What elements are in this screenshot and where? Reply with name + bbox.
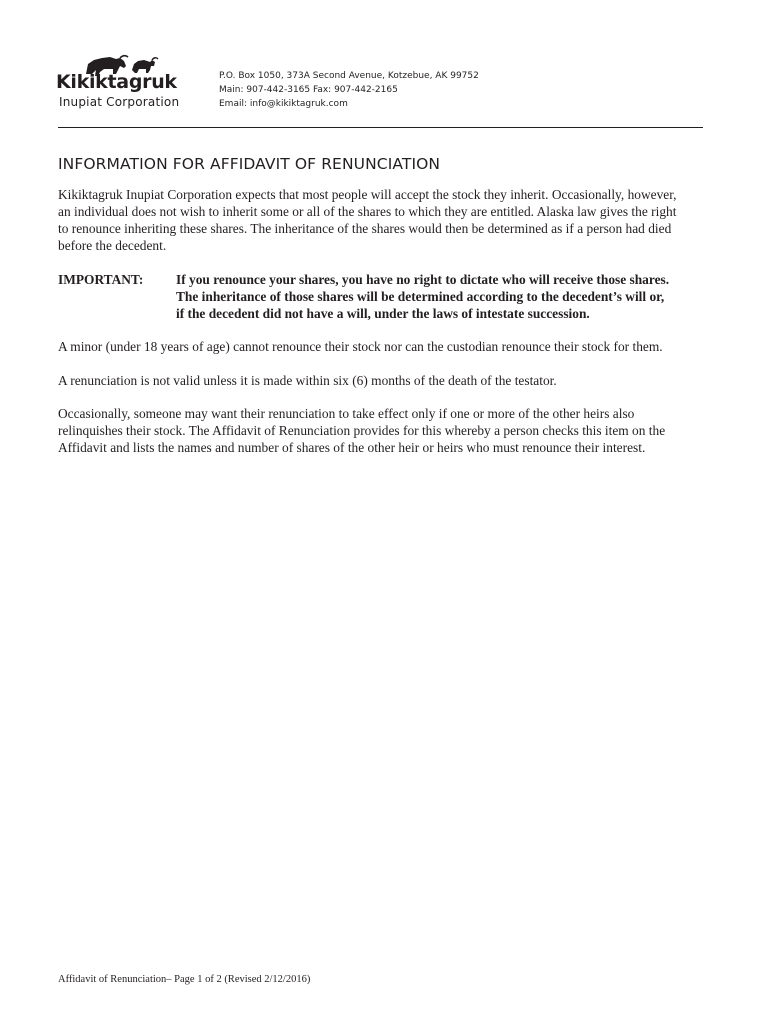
logo-wordmark: Kikiktagruk	[56, 71, 177, 93]
company-logo	[56, 54, 206, 114]
paragraph-line: A renunciation is not valid unless it is made within six (6) months of the death of the testator.	[58, 373, 557, 388]
conditional-paragraph	[58, 405, 708, 456]
contact-block	[219, 69, 479, 111]
header-divider	[58, 127, 703, 128]
paragraph-line: Affidavit and lists the names and number of shares of the other heir or heirs who must renounce their interest.	[58, 440, 646, 455]
phone-line: Main: 907-442-3165 Fax: 907-442-2165	[219, 85, 398, 95]
page-title: INFORMATION FOR AFFIDAVIT OF RENUNCIATION	[58, 155, 441, 173]
intro-paragraph	[58, 186, 708, 254]
address-line: P.O. Box 1050, 373A Second Avenue, Kotzebue, AK 99752	[219, 71, 479, 81]
minor-paragraph	[58, 338, 708, 355]
notice-line: If you renounce your shares, you have no right to dictate who will receive those shares.	[176, 272, 670, 287]
paragraph-line: Kikiktagruk Inupiat Corporation expects that most people will accept the stock they inherit. Occasionally, however,	[58, 187, 677, 202]
important-label: IMPORTANT:	[58, 272, 144, 287]
important-notice	[176, 271, 669, 322]
logo-subtitle: Inupiat Corporation	[59, 95, 180, 109]
validity-paragraph	[58, 372, 708, 389]
paragraph-line: to renounce inheriting these shares. The inheritance of the shares would then be determined as if a person had died	[58, 221, 672, 236]
paragraph-line: relinquishes their stock. The Affidavit of Renunciation provides for this whereby a person checks this item on the	[58, 423, 666, 438]
paragraph-line: before the decedent.	[58, 238, 167, 253]
paragraph-line: an individual does not wish to inherit some or all of the shares to which they are entitled. Alaska law gives the right	[58, 204, 677, 219]
notice-line: if the decedent did not have a will, under the laws of intestate succession.	[176, 306, 590, 321]
notice-line: The inheritance of those shares will be determined according to the decedent’s will or,	[176, 289, 665, 304]
paragraph-line: A minor (under 18 years of age) cannot renounce their stock nor can the custodian renounce their stock for them.	[58, 339, 663, 354]
paragraph-line: Occasionally, someone may want their renunciation to take effect only if one or more of the other heirs also	[58, 406, 635, 421]
email-line[interactable]: Email: info@kikiktagruk.com	[219, 99, 348, 109]
page-footer: Affidavit of Renunciation– Page 1 of 2 (Revised 2/12/2016)	[58, 974, 311, 985]
